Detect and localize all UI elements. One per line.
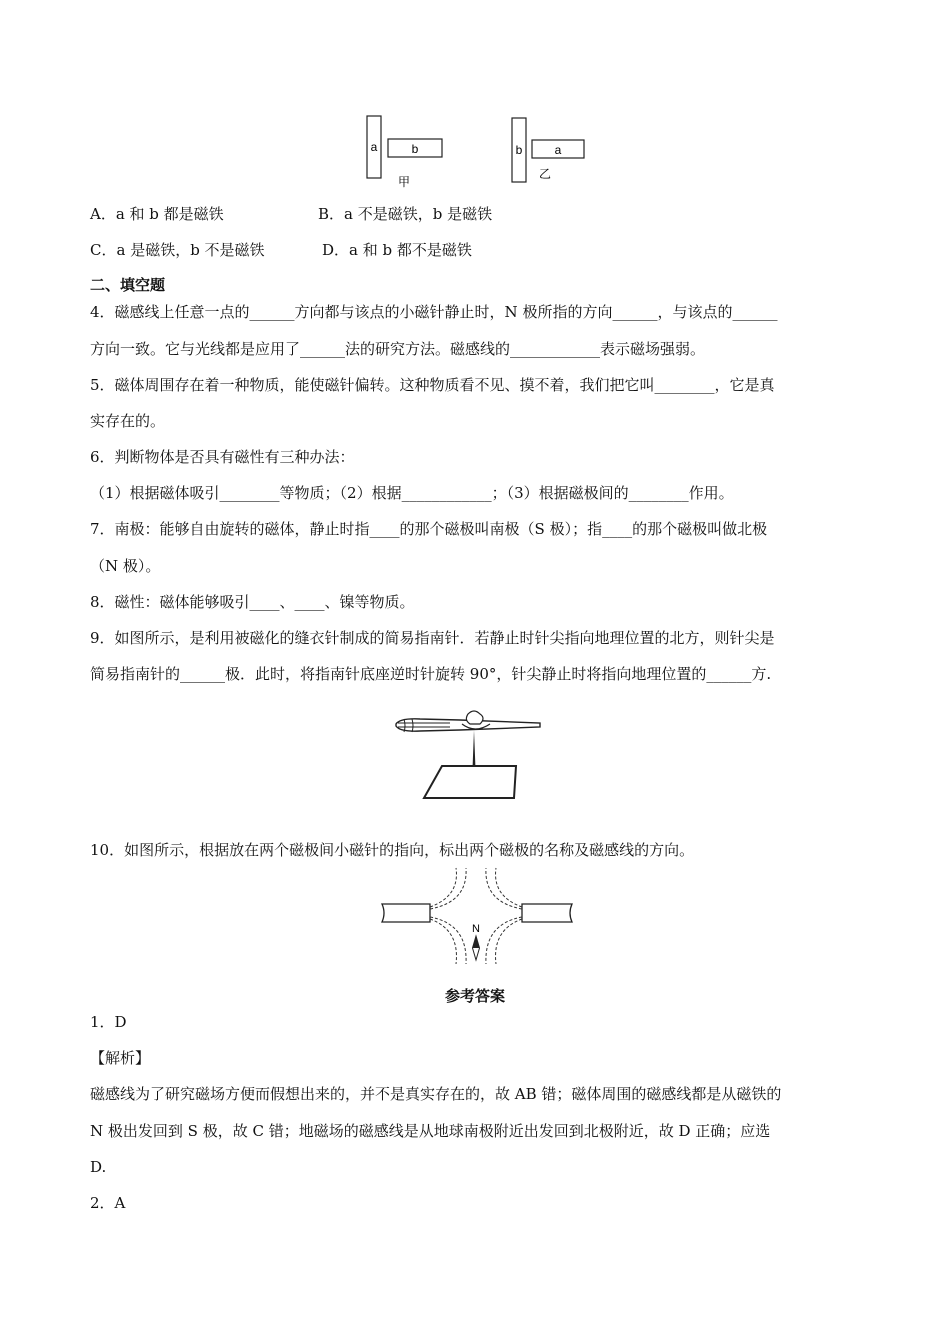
figure-yi [512,118,584,182]
magnetized-needle [396,711,540,732]
section-title-fill-in: 二、填空题 [90,276,166,294]
q5-line1: 5．磁体周围存在着一种物质，能使磁针偏转。这种物质看不见、摸不着，我们把它叫________，它是真 [90,376,775,394]
q10-line1: 10．如图所示，根据放在两个磁极间小磁针的指向，标出两个磁极的名称及磁感线的方向。 [90,841,695,859]
right-magnet-pole [522,904,572,922]
q9-line2: 简易指南针的______极．此时，将指南针底座逆时针旋转 90°，针尖静止时将指向地理位置的______方. [90,665,772,683]
q4-line2: 方向一致。它与光线都是应用了______法的研究方法。磁感线的____________表示磁场强弱。 [90,340,706,358]
left-magnet-pole [382,904,430,922]
field-lines-figure [380,866,575,966]
label-a2: a [554,143,562,157]
q7-line2: （N 极）。 [90,557,161,575]
answer-1-analysis-line1: 磁感线为了研究磁场方便而假想出来的，并不是真实存在的，故 AB 错；磁体周围的磁感线都是从磁铁的 [90,1085,782,1103]
answer-1-analysis-line2: N 极出发回到 S 极，故 C 错；地磁场的磁感线是从地球南极附近出发回到北极附近，故 D 正确；应选 [90,1122,771,1140]
q3-option-b: B．a 不是磁铁，b 是磁铁 [318,205,493,223]
compass-figure [390,704,560,804]
q4-line1: 4．磁感线上任意一点的______方向都与该点的小磁针静止时，N 极所指的方向______，与该点的______ [90,303,778,321]
q3-option-d: D．a 和 b 都不是磁铁 [322,241,472,259]
pin-and-base [424,730,516,798]
q6-line2: （1）根据磁体吸引________等物质；（2）根据____________；（3）根据磁极间的________作用。 [90,484,734,502]
q3-option-c: C．a 是磁铁，b 不是磁铁 [90,241,265,259]
answer-2: 2．A [90,1194,126,1212]
label-a1: a [370,140,378,154]
label-b1: b [411,142,419,156]
q8-line1: 8．磁性：磁体能够吸引____、____、镍等物质。 [90,593,415,611]
figure-jia [367,116,442,189]
small-compass-needle [472,923,480,960]
answer-1: 1．D [90,1013,127,1031]
label-b2: b [515,143,523,157]
caption-yi: 乙 [538,167,552,181]
magnets-figure [360,112,600,192]
q3-option-a: A．a 和 b 都是磁铁 [90,205,224,223]
q7-line1: 7．南极：能够自由旋转的磁体，静止时指____的那个磁极叫南极（S 极）；指____的那个磁极叫做北极 [90,520,768,538]
caption-jia: 甲 [397,175,411,189]
q6-line1: 6．判断物体是否具有磁性有三种办法： [90,448,355,466]
answers-title: 参考答案 [444,987,505,1005]
q5-line2: 实存在的。 [90,412,166,430]
needle-n-label: N [472,923,480,935]
answer-1-analysis-line3: D. [90,1158,107,1176]
q9-line1: 9．如图所示，是利用被磁化的缝衣针制成的简易指南针．若静止时针尖指向地理位置的北方，则针尖是 [90,629,775,647]
analysis-label: 【解析】 [90,1049,151,1067]
